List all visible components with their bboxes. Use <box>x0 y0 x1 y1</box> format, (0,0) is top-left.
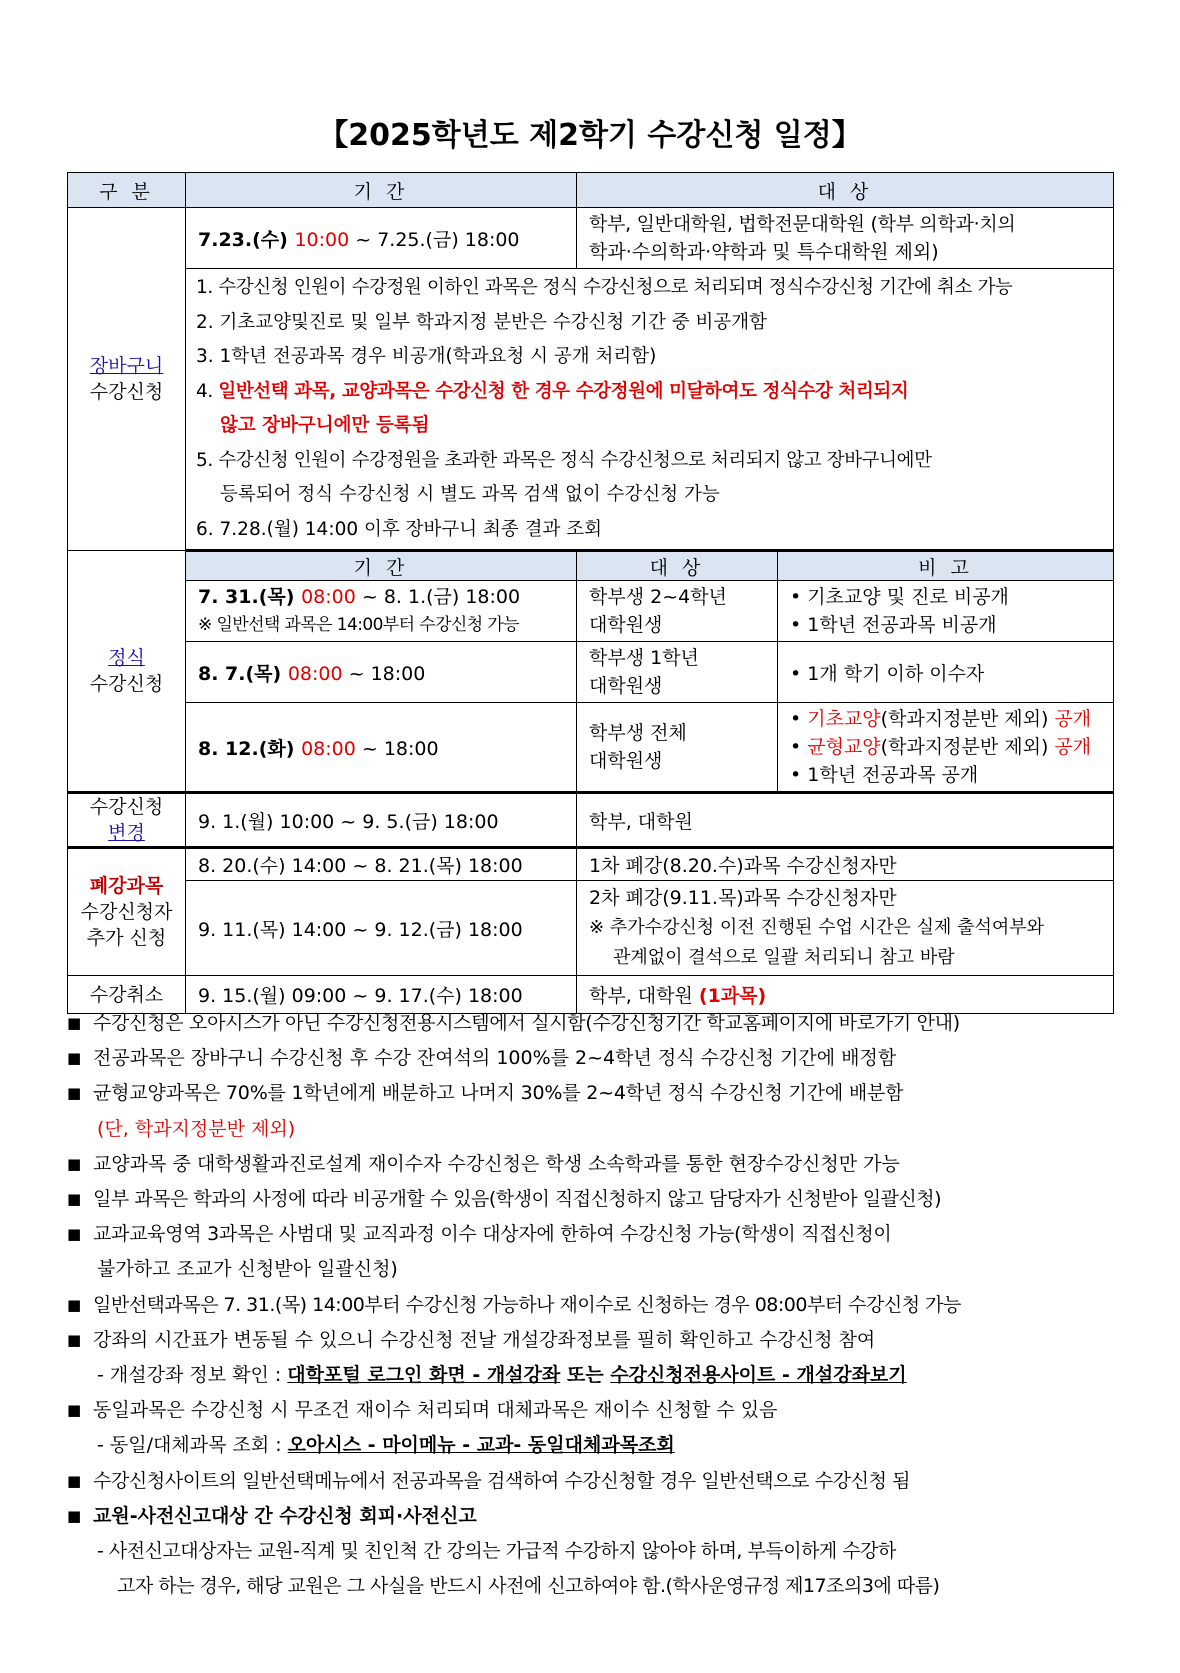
closed-row-2-target2: ※ 추가수강신청 이전 진행된 수업 시간은 실제 출석여부와 <box>589 917 1045 938</box>
regular-row-3-remark <box>778 703 1114 793</box>
cart-target-line1: 학부, 일반대학원, 법학전문대학원 (학부 의학과·치의 <box>589 213 1016 235</box>
remark2-red: 균형교양 <box>807 736 881 758</box>
regular-row-1-time: 08:00 <box>301 586 356 608</box>
note-3 <box>67 1076 1117 1111</box>
note-4 <box>67 1147 1117 1182</box>
regular-row-2-target2: 대학원생 <box>589 675 663 697</box>
note-6 <box>67 1217 1117 1252</box>
cart-note-4-red: 일반선택 과목, 교양과목은 수강신청 한 경우 수강정원에 미달하여도 정식수강 처리되지 <box>218 380 909 402</box>
cart-note-1: 1. 수강신청 인원이 수강정원 이하인 과목은 정식 수강신청으로 처리되며 정식수강신청 기간에 취소 가능 <box>196 277 1013 298</box>
table-header-row <box>68 173 1114 208</box>
note-4-text: 교양과목 중 대학생활과진로설계 재이수자 수강신청은 학생 소속학과를 통한 현장수강신청만 가능 <box>93 1152 900 1175</box>
closed-row-2-target1: 2차 폐강(9.11.목)과목 수강신청자만 <box>589 887 897 909</box>
regular-row-1-date: 7. 31.(목) <box>198 586 302 608</box>
cart-note-5-cont: 등록되어 정식 수강신청 시 별도 과목 검색 없이 수강신청 가능 <box>220 484 720 505</box>
cart-period-rest: ~ 7.25.(금) 18:00 <box>349 228 520 251</box>
regular-row-1 <box>68 581 1114 642</box>
note-10-text: 수강신청사이트의 일반선택메뉴에서 전공과목을 검색하여 수강신청할 경우 일반선택으로 수강신청 됨 <box>93 1469 911 1492</box>
regular-row-2-remark: • 1개 학기 이하 이수자 <box>778 642 1114 703</box>
regular-row-1-remark <box>778 581 1114 642</box>
closed-row-2-target <box>577 881 1114 976</box>
cart-date: 7.23.(수) <box>198 228 295 251</box>
remark1-bullet: • <box>790 708 808 730</box>
cart-start-time: 10:00 <box>294 228 350 251</box>
regular-subheader-target: 대 상 <box>577 551 778 581</box>
regular-category <box>68 551 186 793</box>
note-6-cont: 불가하고 조교가 신청받아 일괄신청) <box>97 1258 398 1281</box>
bullet-icon: ■ <box>67 1471 82 1490</box>
closed-category <box>68 848 186 976</box>
change-target: 학부, 대학원 <box>577 793 1114 848</box>
regular-subheader-remark: 비 고 <box>778 551 1114 581</box>
regular-row-3-target1: 학부생 전체 <box>589 722 687 744</box>
closed-row-1-period: 8. 20.(수) 14:00 ~ 8. 21.(목) 18:00 <box>186 848 577 881</box>
regular-row-3-remark2 <box>790 733 1101 761</box>
regular-row-2-date: 8. 7.(목) <box>198 662 288 685</box>
regular-row-2-rest: ~ 18:00 <box>342 662 426 685</box>
regular-row-3-date: 8. 12.(화) <box>198 737 302 760</box>
regular-row-1-target <box>577 581 778 642</box>
cart-period-row <box>68 208 1114 269</box>
header-target: 대 상 <box>577 173 1114 208</box>
remark2-end: 공개 <box>1054 736 1092 758</box>
bullet-icon: ■ <box>67 1154 82 1173</box>
cart-link[interactable]: 장바구니 <box>89 355 164 377</box>
regular-subheader-row <box>68 551 1114 581</box>
regular-row-1-remark2: • 1학년 전공과목 비공개 <box>790 614 997 636</box>
closed-category-line3: 추가 신청 <box>86 927 167 949</box>
remark2-mid: (학과지정분반 제외) <box>880 736 1055 758</box>
cancel-target-prefix: 학부, 대학원 <box>589 985 699 1007</box>
cart-note-4-prefix: 4. <box>196 380 219 402</box>
cart-target-line2: 학과·수의학과·약학과 및 특수대학원 제외) <box>589 241 939 263</box>
course-site-link[interactable]: 수강신청전용사이트 - 개설강좌보기 <box>610 1364 907 1387</box>
remark2-bullet: • <box>790 736 808 758</box>
notes-section <box>67 1006 1117 1604</box>
regular-link[interactable]: 정식 <box>108 647 145 669</box>
note-8 <box>67 1323 1117 1358</box>
note-6-text: 교과교육영역 3과목은 사범대 및 교직과정 이수 대상자에 한하여 수강신청 가능(학생이 직접신청이 <box>93 1223 892 1246</box>
remark1-red: 기초교양 <box>807 708 881 730</box>
cart-note-4 <box>196 375 1103 410</box>
cart-notes <box>186 269 1114 551</box>
regular-row-3-target <box>577 703 778 793</box>
regular-row-1-target2: 대학원생 <box>589 614 663 636</box>
cart-note-6: 6. 7.28.(월) 14:00 이후 장바구니 최종 결과 조회 <box>196 518 602 540</box>
bullet-icon: ■ <box>67 1084 82 1103</box>
regular-row-3-remark1 <box>790 705 1101 733</box>
page-title: 【2025학년도 제2학기 수강신청 일정】 <box>318 118 862 153</box>
note-8-text: 강좌의 시간표가 변동될 수 있으니 수강신청 전날 개설강좌정보를 필히 확인하고 수강신청 참여 <box>93 1328 876 1351</box>
regular-row-3 <box>68 703 1114 793</box>
note-8-sub-mid: 또는 <box>560 1364 611 1387</box>
note-2-text: 전공과목은 장바구니 수강신청 후 수강 잔여석의 100%를 2~4학년 정식 수강신청 기간에 배정함 <box>93 1047 897 1070</box>
note-7-text: 일반선택과목은 7. 31.(목) 14:00부터 수강신청 가능하나 재이수로 신청하는 경우 08:00부터 수강신청 가능 <box>93 1293 961 1316</box>
note-9 <box>67 1393 1117 1428</box>
note-10 <box>67 1464 1117 1499</box>
note-9-sub-prefix: - 동일/대체과목 조회 : <box>97 1434 288 1457</box>
note-1 <box>67 1006 1117 1041</box>
note-11-sub2: 고자 하는 경우, 해당 교원은 그 사실을 반드시 사전에 신고하여야 함.(학사운영규정 제17조의3에 따름) <box>117 1575 940 1598</box>
cart-category <box>68 208 186 551</box>
regular-row-3-remark3: • 1학년 전공과목 공개 <box>790 764 979 786</box>
cart-note-3: 3. 1학년 전공과목 경우 비공개(학과요청 시 공개 처리함) <box>196 346 657 367</box>
regular-row-3-time: 08:00 <box>301 737 356 760</box>
regular-row-1-remark1: • 기초교양 및 진로 비공개 <box>790 586 1009 608</box>
cancel-target-red: (1과목) <box>698 985 767 1007</box>
bullet-icon: ■ <box>67 1401 82 1420</box>
portal-link[interactable]: 대학포털 로그인 화면 - 개설강좌 <box>287 1364 561 1387</box>
header-period: 기 간 <box>186 173 577 208</box>
cart-note-5: 5. 수강신청 인원이 수강정원을 초과한 과목은 정식 수강신청으로 처리되지 않고 장바구니에만 <box>196 449 932 471</box>
cart-note-2: 2. 기초교양및진로 및 일부 학과지정 분반은 수강신청 기간 중 비공개함 <box>196 311 767 333</box>
bullet-icon: ■ <box>67 1049 82 1068</box>
header-category: 구 분 <box>68 173 186 208</box>
note-3-red: (단, 학과지정분반 제외) <box>97 1117 296 1140</box>
regular-row-3-rest: ~ 18:00 <box>355 737 439 760</box>
change-row <box>68 793 1114 848</box>
remark1-mid: (학과지정분반 제외) <box>880 708 1055 730</box>
cancel-period: 9. 15.(월) 09:00 ~ 9. 17.(수) 18:00 <box>186 976 577 1014</box>
closed-row-1-target: 1차 폐강(8.20.수)과목 수강신청자만 <box>577 848 1114 881</box>
regular-row-2-period <box>186 642 577 703</box>
regular-row-2-target1: 학부생 1학년 <box>589 647 699 669</box>
note-7 <box>67 1288 1117 1323</box>
note-9-text: 동일과목은 수강신청 시 무조건 재이수 처리되며 대체과목은 재이수 신청할 수 있음 <box>93 1399 778 1422</box>
note-5 <box>67 1182 1117 1217</box>
cancel-category: 수강취소 <box>68 976 186 1014</box>
regular-row-1-target1: 학부생 2~4학년 <box>589 586 727 608</box>
note-11 <box>67 1499 1117 1534</box>
change-category-line1: 수강신청 <box>89 796 164 818</box>
regular-row-2-time: 08:00 <box>287 662 343 685</box>
closed-row-2-period: 9. 11.(목) 14:00 ~ 9. 12.(금) 18:00 <box>186 881 577 976</box>
note-1-text: 수강신청은 오아시스가 아닌 수강신청전용시스템에서 실시함(수강신청기간 학교홈페이지에 바로가기 안내) <box>93 1012 960 1034</box>
closed-category-line1: 폐강과목 <box>89 875 164 897</box>
closed-row-2 <box>68 881 1114 976</box>
regular-row-1-period <box>186 581 577 642</box>
schedule-table <box>67 172 1114 1014</box>
remark1-end: 공개 <box>1054 708 1092 730</box>
change-category <box>68 793 186 848</box>
bullet-icon: ■ <box>67 1225 82 1244</box>
note-2 <box>67 1041 1117 1076</box>
regular-row-1-rest: ~ 8. 1.(금) 18:00 <box>355 586 521 608</box>
cart-note-4-cont: 않고 장바구니에만 등록됨 <box>220 415 430 436</box>
note-9-sub <box>67 1428 1117 1463</box>
cart-target <box>577 208 1114 269</box>
oasis-link[interactable]: 오아시스 - 마이메뉴 - 교과- 동일대체과목조회 <box>287 1434 675 1457</box>
change-period: 9. 1.(월) 10:00 ~ 9. 5.(금) 18:00 <box>186 793 577 848</box>
regular-subheader-period: 기 간 <box>186 551 577 581</box>
note-11-text: 교원-사전신고대상 간 수강신청 회피·사전신고 <box>93 1504 477 1527</box>
note-8-sub-prefix: - 개설강좌 정보 확인 : <box>97 1364 288 1387</box>
closed-row-1 <box>68 848 1114 881</box>
regular-row-2 <box>68 642 1114 703</box>
closed-category-line2: 수강신청자 <box>80 901 173 923</box>
note-5-text: 일부 과목은 학과의 사정에 따라 비공개할 수 있음(학생이 직접신청하지 않고 담당자가 신청받아 일괄신청) <box>93 1188 942 1211</box>
cart-notes-row <box>68 269 1114 551</box>
note-8-sub <box>67 1358 1117 1393</box>
note-11-sub1: - 사전신고대상자는 교원-직계 및 친인척 간 강의는 가급적 수강하지 않아야 하며, 부득이하게 수강하 <box>97 1540 896 1563</box>
regular-row-3-period <box>186 703 577 793</box>
bullet-icon: ■ <box>67 1330 82 1349</box>
bullet-icon: ■ <box>67 1014 82 1032</box>
closed-row-2-target3: 관계없이 결석으로 일괄 처리되니 참고 바람 <box>613 947 955 968</box>
cart-period <box>186 208 577 269</box>
regular-category-sub: 수강신청 <box>89 673 164 695</box>
bullet-icon: ■ <box>67 1295 82 1314</box>
change-link[interactable]: 변경 <box>108 822 145 844</box>
regular-row-1-sub: ※ 일반선택 과목은 14:00부터 수강신청 가능 <box>198 615 519 635</box>
note-3-text: 균형교양과목은 70%를 1학년에게 배분하고 나머지 30%를 2~4학년 정식 수강신청 기간에 배분함 <box>93 1082 904 1105</box>
bullet-icon: ■ <box>67 1506 82 1525</box>
bullet-icon: ■ <box>67 1190 82 1209</box>
regular-row-3-target2: 대학원생 <box>589 750 663 772</box>
cart-category-sub: 수강신청 <box>89 381 164 403</box>
regular-row-2-target <box>577 642 778 703</box>
